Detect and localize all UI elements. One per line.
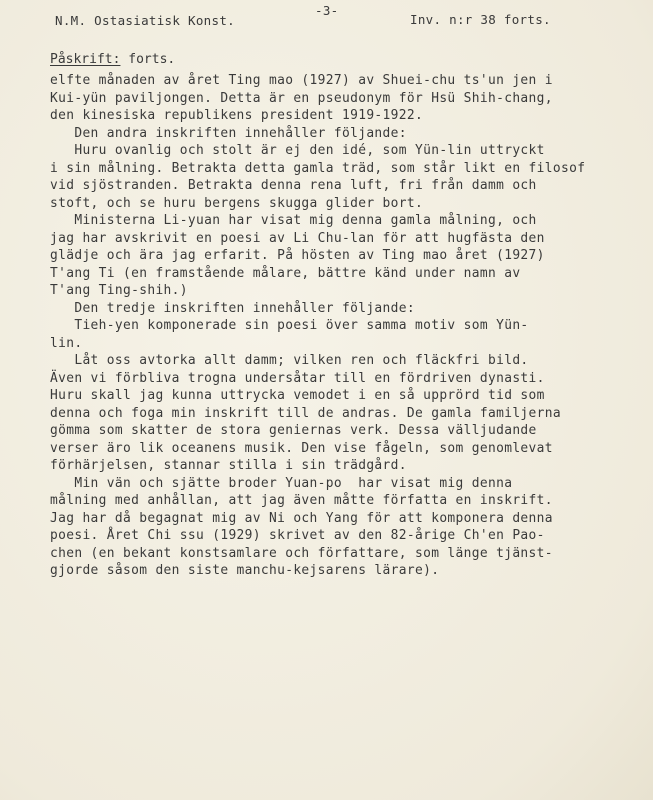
text-line: Tieh-yen komponerade sin poesi över samma motiv som Yün- [50, 318, 529, 333]
text-line: Den tredje inskriften innehåller följande: [50, 300, 415, 316]
text-line: chen (en bekant konstsamlare och författare, som länge tjänst- [50, 545, 553, 561]
text-line: glädje och ära jag erfarit. På hösten av Ting mao året (1927) [50, 248, 545, 263]
text-line: lin. [50, 335, 83, 351]
text-line: denna och foga min inskrift till de andras. De gamla familjerna [50, 405, 561, 421]
text-line: Ministerna Li-yuan har visat mig denna gamla målning, och [50, 213, 537, 228]
section-heading-label: Påskrift: [50, 52, 121, 67]
text-line: förhärjelsen, stannar stilla i sin trädgård. [50, 458, 407, 473]
text-line: Kui-yün paviljongen. Detta är en pseudonym för Hsü Shih-chang, [50, 90, 553, 106]
section-heading [50, 52, 175, 67]
text-line: Min vän och sjätte broder Yuan-po har visat mig denna [50, 475, 513, 491]
text-line: Huru ovanlig och stolt är ej den idé, som Yün-lin uttryckt [50, 143, 545, 158]
text-line: elfte månaden av året Ting mao (1927) av Shuei-chu ts'un jen i [50, 73, 553, 88]
text-line: verser äro lik oceanens musik. Den vise fågeln, som genomlevat [50, 440, 553, 456]
text-line: den kinesiska republikens president 1919-1922. [50, 108, 424, 123]
section-heading-rest: forts. [120, 52, 176, 67]
text-line: i sin målning. Betrakta detta gamla träd, som står likt en filosof [50, 160, 586, 176]
text-line: vid sjöstranden. Betrakta denna rena luft, fri från damm och [50, 178, 537, 193]
text-line: Huru skall jag kunna uttrycka vemodet i en så upprörd tid som [50, 388, 545, 403]
text-line: T'ang Ti (en framstående målare, bättre känd under namn av [50, 265, 521, 281]
text-line: Den andra inskriften innehåller följande: [50, 125, 407, 141]
text-line: stoft, och se huru bergens skugga glider bort. [50, 195, 424, 211]
header-institution: N.M. Ostasiatisk Konst. [55, 13, 235, 28]
text-line: poesi. Året Chi ssu (1929) skrivet av den 82-årige Ch'en Pao- [50, 528, 545, 543]
text-line: Även vi förbliva trogna undersåtar till en fördriven dynasti. [50, 370, 545, 386]
text-line: gömma som skatter de stora geniernas verk. Dessa välljudande [50, 423, 537, 438]
inventory-number: Inv. n:r 38 forts. [410, 12, 551, 27]
body-text [50, 72, 620, 580]
text-line: målning med anhållan, att jag även måtte författa en inskrift. [50, 493, 553, 508]
page-number: -3- [315, 3, 339, 18]
text-line: jag har avskrivit en poesi av Li Chu-lan för att hugfästa den [50, 230, 545, 246]
text-line: T'ang Ting-shih.) [50, 283, 188, 298]
text-line: gjorde såsom den siste manchu-kejsarens lärare). [50, 563, 440, 578]
text-line: Låt oss avtorka allt damm; vilken ren och fläckfri bild. [50, 353, 529, 368]
text-line: Jag har då begagnat mig av Ni och Yang för att komponera denna [50, 510, 553, 526]
